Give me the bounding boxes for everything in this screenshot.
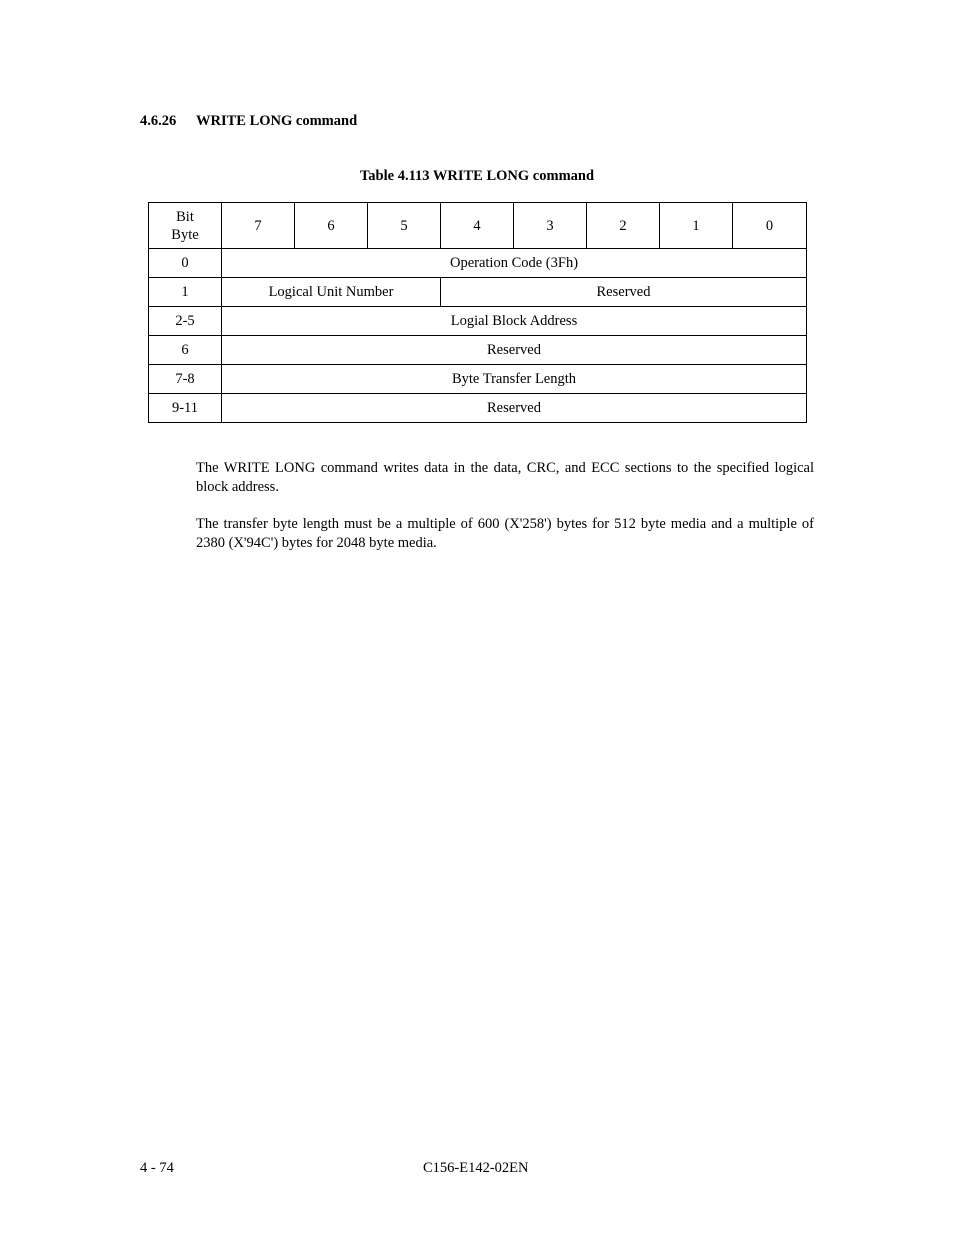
table-row <box>149 278 807 307</box>
bit-header: 3 <box>514 203 587 249</box>
bit-header: 7 <box>222 203 295 249</box>
corner-byte-label: Byte <box>171 226 199 243</box>
command-table <box>148 202 807 423</box>
table-caption: Table 4.113 WRITE LONG command <box>359 168 595 184</box>
field-cell-reserved: Reserved <box>441 278 807 307</box>
byte-cell: 2-5 <box>149 307 222 336</box>
document-code: C156-E142-02EN <box>423 1160 529 1176</box>
field-cell: Reserved <box>222 394 807 423</box>
page-number: 4 - 74 <box>140 1160 174 1176</box>
bit-header: 1 <box>660 203 733 249</box>
table-row <box>149 336 807 365</box>
bit-header: 6 <box>295 203 368 249</box>
field-cell-lun: Logical Unit Number <box>222 278 441 307</box>
body-paragraph: The WRITE LONG command writes data in the data, CRC, and ECC sections to the specified logical block address. <box>196 460 814 495</box>
table-header-row <box>149 203 807 249</box>
table-row <box>149 365 807 394</box>
table-row <box>149 249 807 278</box>
byte-cell: 1 <box>149 278 222 307</box>
field-cell: Reserved <box>222 336 807 365</box>
section-title: WRITE LONG command <box>196 113 358 129</box>
section-number: 4.6.26 <box>140 113 177 129</box>
table-row <box>149 307 807 336</box>
bit-header: 2 <box>587 203 660 249</box>
corner-cell <box>149 203 222 249</box>
bit-header: 4 <box>441 203 514 249</box>
bit-header: 0 <box>733 203 807 249</box>
table-row <box>149 394 807 423</box>
body-paragraph: The transfer byte length must be a multiple of 600 (X'258') bytes for 512 byte media and a multiple of 2380 (X'94C') bytes for 2048 byte media. <box>196 516 814 551</box>
field-cell: Operation Code (3Fh) <box>222 249 807 278</box>
field-cell: Logial Block Address <box>222 307 807 336</box>
byte-cell: 7-8 <box>149 365 222 394</box>
byte-cell: 6 <box>149 336 222 365</box>
field-cell: Byte Transfer Length <box>222 365 807 394</box>
corner-bit-label: Bit <box>176 208 194 225</box>
byte-cell: 0 <box>149 249 222 278</box>
bit-header: 5 <box>368 203 441 249</box>
section-heading <box>140 113 357 130</box>
byte-cell: 9-11 <box>149 394 222 423</box>
